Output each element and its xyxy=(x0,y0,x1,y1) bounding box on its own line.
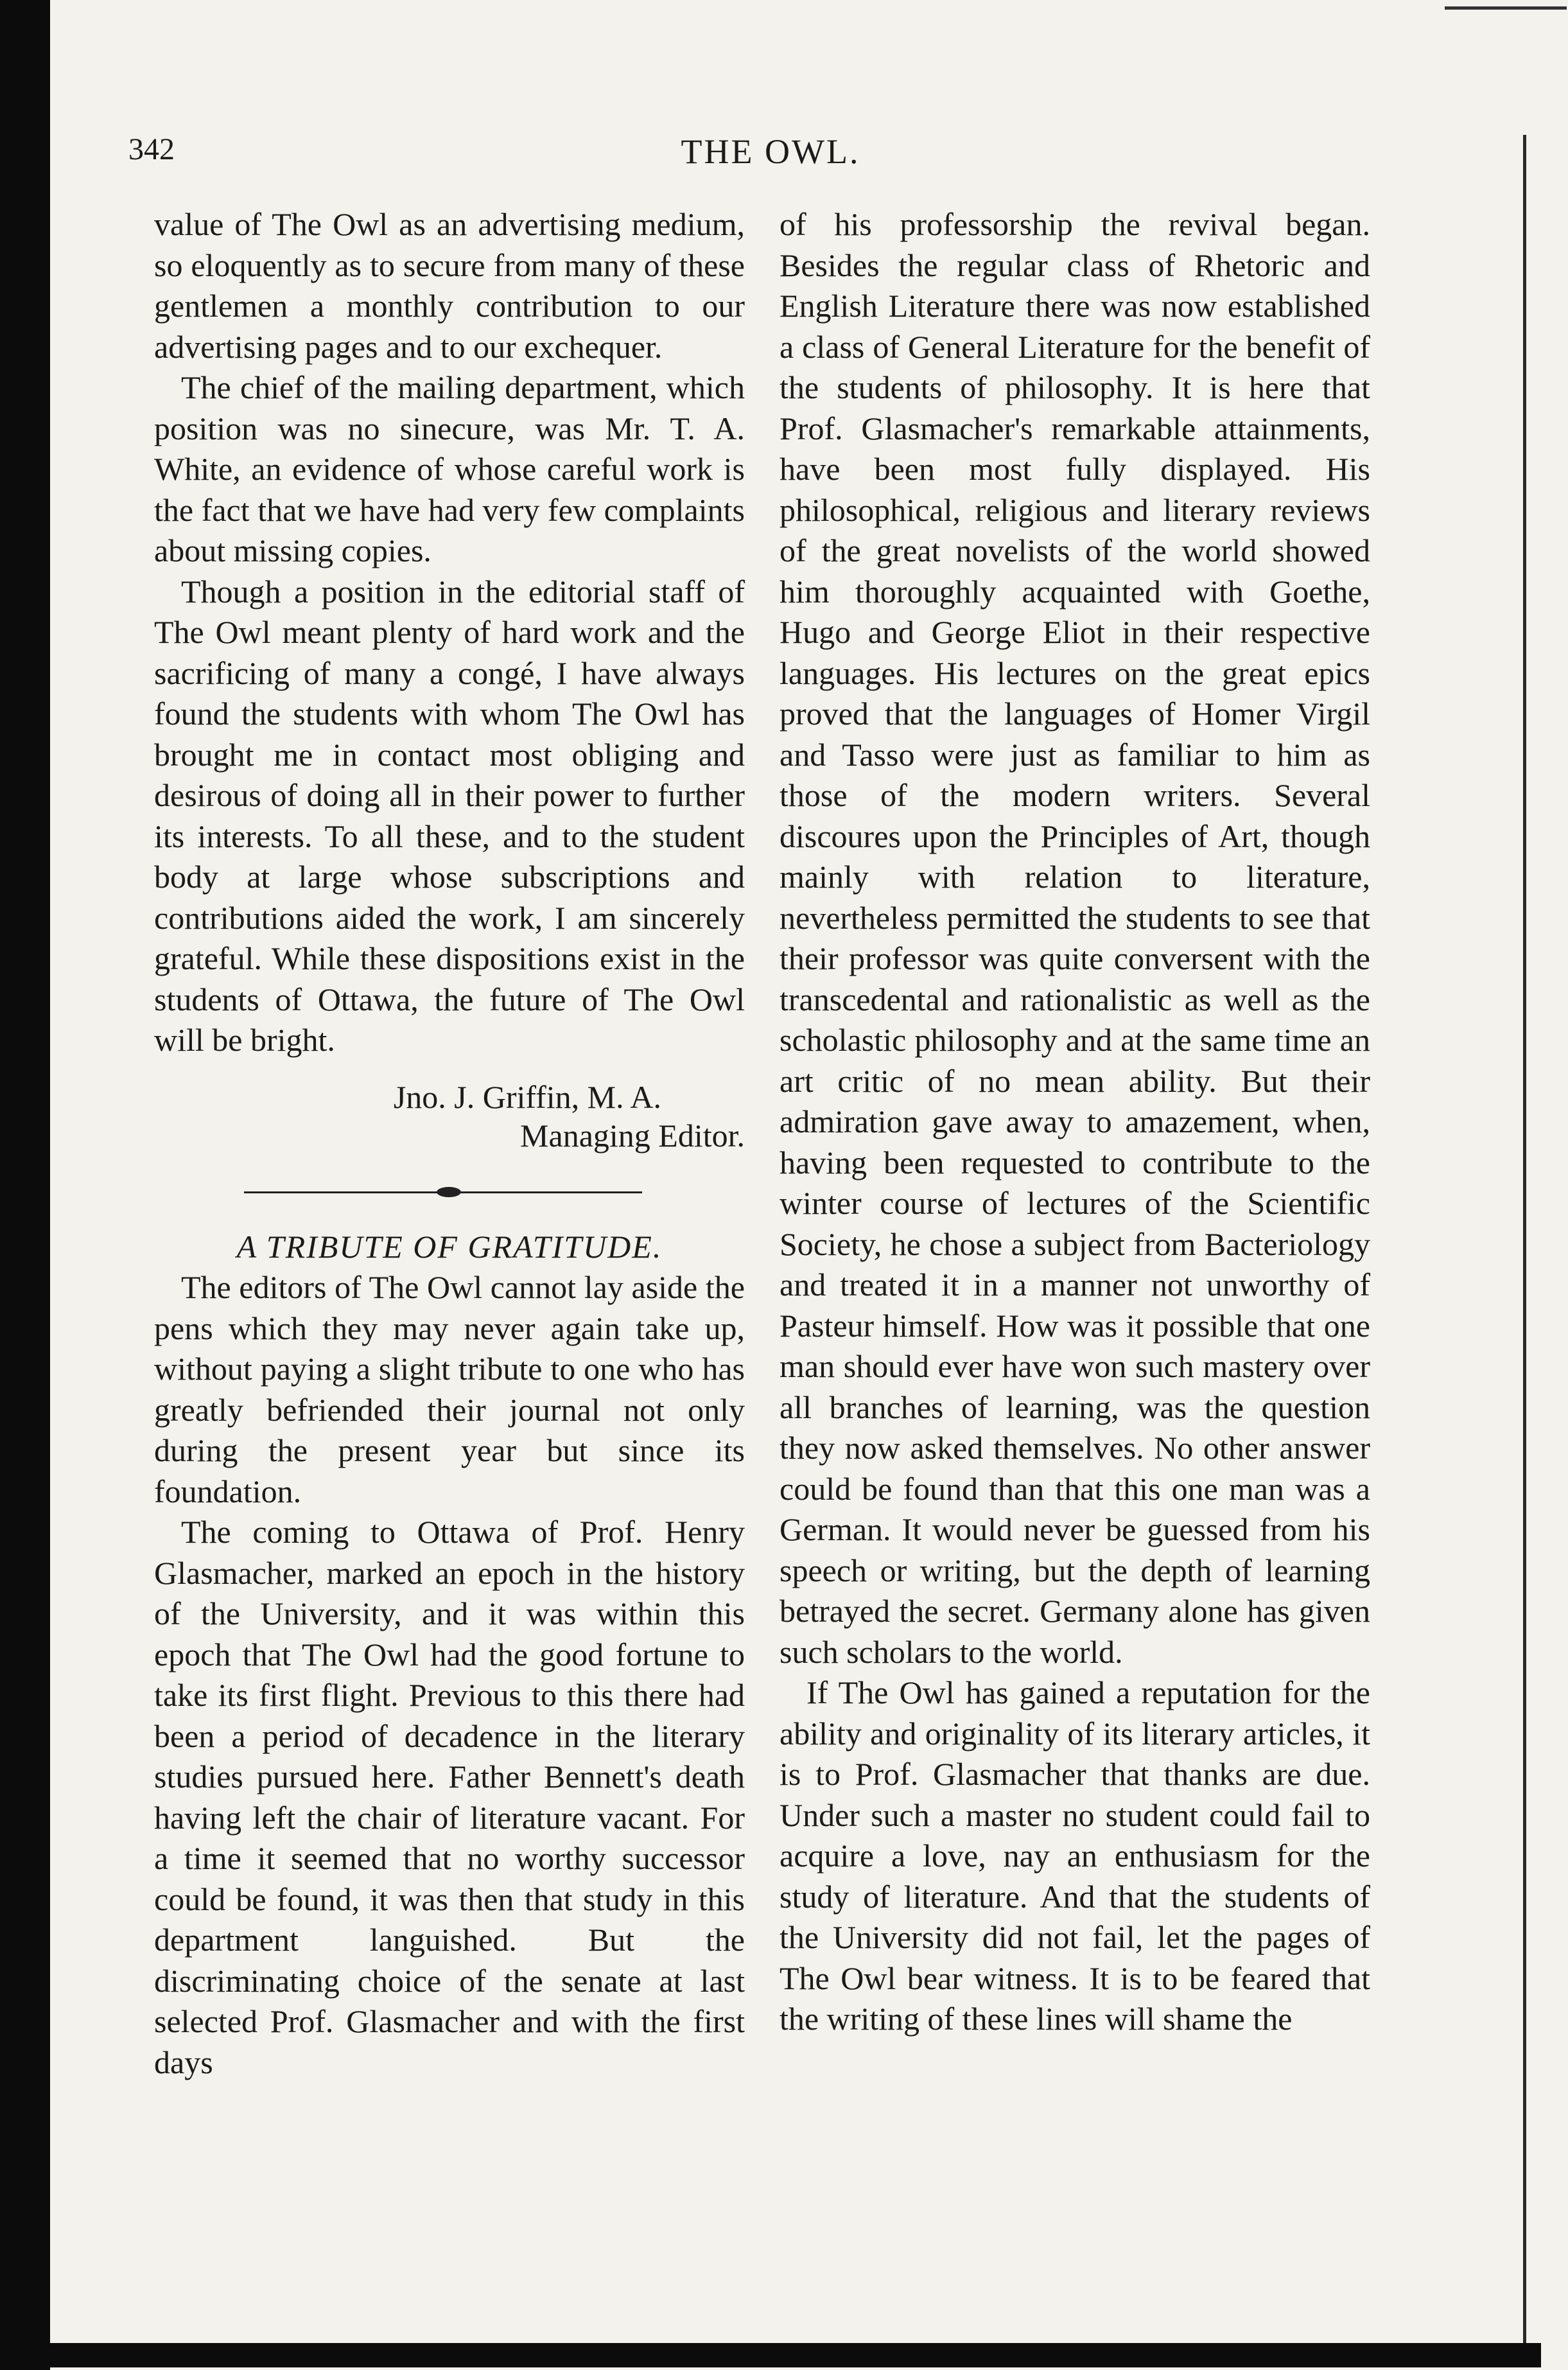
running-head: THE OWL. xyxy=(681,132,860,171)
left-paragraph-3: Though a position in the editorial staff of The Owl meant plenty of hard work and the sacrificing of many a congé, I have always found the students with whom The Owl has brought me in contact most obliging and desirous of doing all in their power to further its interests. To all these, and to the student body at large whose subscriptions and contributions aided the work, I am sincerely grateful. While these dispositions exist in the students of Ottawa, the future of The Owl will be bright. xyxy=(154,573,745,1058)
left-paragraph-2: The chief of the mailing department, which position was no sinecure, was Mr. T. A. White, an evidence of whose careful work is the fact that we have had very few complaints about missing copies. xyxy=(154,369,745,568)
article-heading: A TRIBUTE OF GRATITUDE. xyxy=(236,1228,663,1265)
left-column xyxy=(154,204,745,2083)
scan-edge-mark xyxy=(1445,6,1567,10)
right-paragraph-1: of his professorship the revival began. Besides the regular class of Rhetoric and English Literature there was now established a class of General Literature for the benefit of the students of philosophy. It is here that Prof. Glasmacher's remarkable attainments, have been most fully displayed. His philosophical, religious and literary reviews of the great novelists of the world showed him thoroughly acquainted with Goethe, Hugo and George Eliot in their respective languages. His lectures on the great epics proved that the languages of Homer Virgil and Tasso were just as familiar to him as those of the modern writers. Several discoures upon the Principles of Art, though mainly with relation to literature, nevertheless permitted the students to see that their professor was quite conversent with the transcedental and rationalistic as well as the scholastic philosophy and at the same time an art critic of no mean ability. But their admiration gave away to amazement, when, having been requested to contribute to the winter course of lectures of the Scientific Society, he chose a subject from Bacteriology and treated it in a manner not unworthy of Pasteur himself. How was it possible that one man should ever have won such mastery over all branches of learning, was the question they now asked themselves. No other answer could be found than that this one man was a German. It would never be guessed from his speech or writing, but the depth of learning betrayed the secret. Germany alone has given such scholars to the world. xyxy=(780,206,1370,1670)
page-number: 342 xyxy=(128,132,175,166)
signature-block xyxy=(154,1078,745,1155)
signature-role: Managing Editor. xyxy=(520,1117,745,1154)
signature-name: Jno. J. Griffin, M. A. xyxy=(393,1078,661,1115)
left-paragraph-1: value of The Owl as an advertising medium, so eloquently as to secure from many of these gentlemen a monthly contribution to our advertising pages and to our exchequer. xyxy=(154,206,745,365)
right-paragraph-2: If The Owl has gained a reputation for the ability and originality of its literary articles, it is to Prof. Glasmacher that thanks are due. Under such a master no student could fail to acquire a love, nay an enthusiasm for the study of literature. And that the students of the University did not fail, let the pages of The Owl bear witness. It is to be feared that the writing of these lines will shame the xyxy=(780,1674,1370,2037)
scan-edge-right xyxy=(1523,135,1526,2351)
scan-edge-bottom xyxy=(45,2343,1541,2367)
binding-spine xyxy=(0,0,50,2370)
right-column xyxy=(780,204,1370,2040)
left-paragraph-5: The coming to Ottawa of Prof. Henry Glasmacher, marked an epoch in the history of the University, and it was within this epoch that The Owl had the good fortune to take its first flight. Previous to this there had been a period of decadence in the literary studies pursued here. Father Bennett's death having left the chair of literature vacant. For a time it seemed that no worthy successor could be found, it was then that study in this department languished. But the discriminating choice of the senate at last selected Prof. Glasmacher and with the first days xyxy=(154,1514,745,2080)
left-paragraph-4: The editors of The Owl cannot lay aside the pens which they may never again take up, without paying a slight tribute to one who has greatly befriended their journal not only during the present year but since its foundation. xyxy=(154,1269,745,1509)
divider-ornament xyxy=(437,1187,461,1197)
page-header xyxy=(128,132,1413,183)
section-divider xyxy=(154,1186,745,1198)
